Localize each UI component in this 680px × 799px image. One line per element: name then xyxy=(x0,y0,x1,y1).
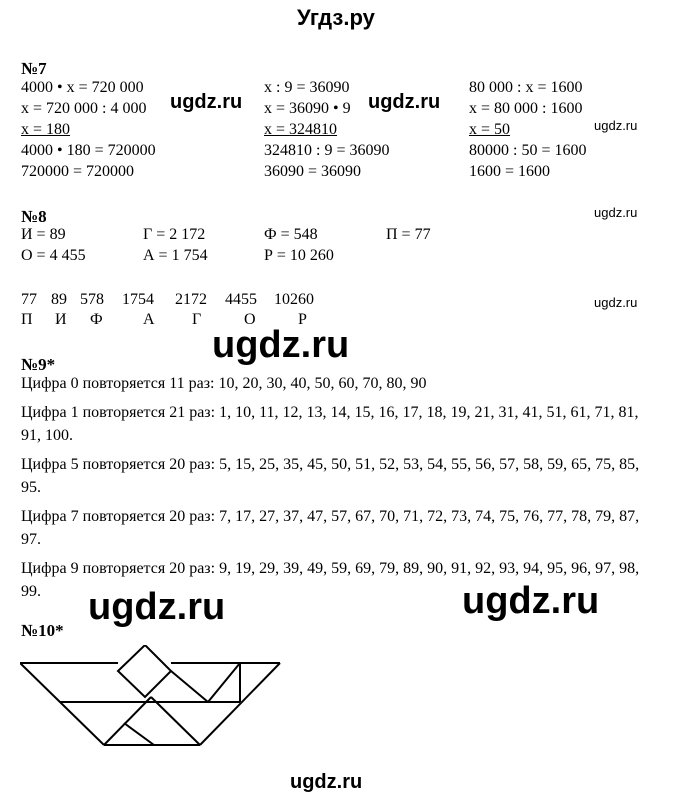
task-8-number: 89 xyxy=(51,291,67,308)
task-7-c3-line2: x = 80 000 : 1600 xyxy=(469,100,583,117)
task-9-line-digit-1: Цифра 1 повторяется 21 раз: 1, 10, 11, 12, 13, 14, 15, 16, 17, 18, 19, 21, 31, 41, 51, 61, 71, 81, 91, 100. xyxy=(21,404,639,444)
task-8-value: А = 1 754 xyxy=(143,247,208,264)
task-8-value: Г = 2 172 xyxy=(143,226,206,243)
watermark: ugdz.ru xyxy=(594,205,638,220)
task-7-c2-answer: x = 324810 xyxy=(264,121,338,138)
task-8-letter: Г xyxy=(192,311,202,328)
task-7-c3-result: 1600 = 1600 xyxy=(469,163,551,180)
task-7-c3-line1: 80 000 : x = 1600 xyxy=(469,79,583,96)
task-7-c2-check: 324810 : 9 = 36090 xyxy=(264,142,390,159)
watermark: ugdz.ru xyxy=(594,118,638,133)
task-8-letter: И xyxy=(55,311,67,328)
task-8-number: 578 xyxy=(80,291,104,308)
watermark: ugdz.ru xyxy=(462,580,600,622)
task-8-letter: П xyxy=(21,311,33,328)
task-7-c3-check: 80000 : 50 = 1600 xyxy=(469,142,587,159)
watermark: ugdz.ru xyxy=(88,586,226,628)
task-8-number: 2172 xyxy=(175,291,207,308)
task-8-value: П = 77 xyxy=(386,226,431,243)
task-7-c2-line1: x : 9 = 36090 xyxy=(264,79,350,96)
tangram-boat-figure xyxy=(20,645,290,747)
watermark: ugdz.ru xyxy=(594,295,638,310)
task-7-c1-answer: x = 180 xyxy=(21,121,71,138)
task-7-c1-line2: x = 720 000 : 4 000 xyxy=(21,100,147,117)
task-9-line-digit-5: Цифра 5 повторяется 20 раз: 5, 15, 25, 35, 45, 50, 51, 52, 53, 54, 55, 56, 57, 58, 59, 65, 75, 85, 95. xyxy=(21,456,640,496)
watermark: ugdz.ru xyxy=(368,91,441,113)
task-8-letter: Р xyxy=(298,311,307,328)
task-7-title: №7 xyxy=(21,59,47,78)
task-7-c2-line2: x = 36090 • 9 xyxy=(264,100,351,117)
watermark: ugdz.ru xyxy=(170,91,243,113)
watermark: ugdz.ru xyxy=(212,324,350,366)
task-7-c3-answer: x = 50 xyxy=(469,121,511,138)
task-8-letter: О xyxy=(244,311,256,328)
task-9-line-digit-0: Цифра 0 повторяется 11 раз: 10, 20, 30, 40, 50, 60, 70, 80, 90 xyxy=(21,375,427,392)
task-7-c1-result: 720000 = 720000 xyxy=(21,163,135,180)
task-7-c2-result: 36090 = 36090 xyxy=(264,163,362,180)
task-7-c1-line1: 4000 • x = 720 000 xyxy=(21,79,144,96)
task-9-line-digit-7: Цифра 7 повторяется 20 раз: 7, 17, 27, 37, 47, 57, 67, 70, 71, 72, 73, 74, 75, 76, 77, 78, 79, 87, 97. xyxy=(21,508,640,548)
task-8-title: №8 xyxy=(21,207,47,226)
site-title[interactable]: Угдз.ру xyxy=(297,5,375,30)
task-8-value: И = 89 xyxy=(21,226,66,243)
task-8-number: 10260 xyxy=(274,291,314,308)
task-8-value: Р = 10 260 xyxy=(264,247,334,264)
task-7-c1-check: 4000 • 180 = 720000 xyxy=(21,142,156,159)
task-8-letter: Ф xyxy=(90,311,103,328)
task-8-value: Ф = 548 xyxy=(264,226,318,243)
task-8-value: О = 4 455 xyxy=(21,247,86,264)
task-9-line-digit-9: Цифра 9 повторяется 20 раз: 9, 19, 29, 39, 49, 59, 69, 79, 89, 90, 91, 92, 93, 94, 95, 96, 97, 98, 99. xyxy=(21,560,640,600)
task-8-number: 77 xyxy=(21,291,37,308)
task-8-number: 4455 xyxy=(225,291,257,308)
task-9-title: №9* xyxy=(21,355,56,374)
task-8-letter: А xyxy=(143,311,155,328)
task-8-number: 1754 xyxy=(122,291,154,308)
watermark: ugdz.ru xyxy=(290,771,363,793)
task-10-title: №10* xyxy=(21,621,64,640)
